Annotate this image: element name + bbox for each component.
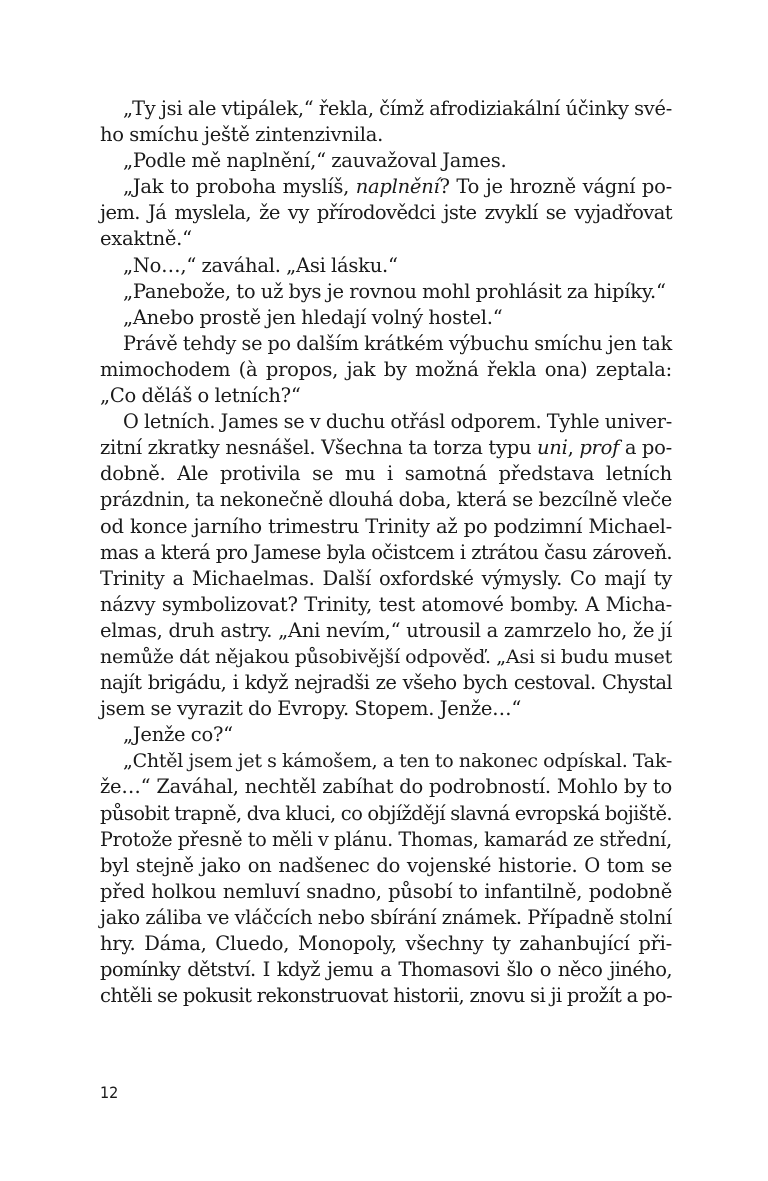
text-line: zitní zkratky nesnášel. Všechna ta torza typu uni, prof a po- <box>100 436 672 460</box>
text-line: působit trapně, dva kluci, co objíždějí slavná evropská bojiště. <box>100 801 672 825</box>
text-line: najít brigádu, i když nejradši ze všeho bych cestoval. Chystal <box>100 671 672 695</box>
text-line: „Jenže co?“ <box>123 723 233 747</box>
text-line: ho smíchu ještě zintenzivnila. <box>100 123 384 147</box>
text-line: „Chtěl jsem jet s kámošem, a ten to nakonec odpískal. Tak- <box>123 750 672 773</box>
page-number: 12 <box>100 1083 119 1102</box>
text-line: Právě tehdy se po dalším krátkém výbuchu smíchu jen tak <box>123 331 672 355</box>
text-line: elmas, druh astry. „Ani nevím,“ utrousil a zamrzelo ho, že jí <box>100 618 672 642</box>
text-line: názvy symbolizovat? Trinity, test atomové bomby. A Micha- <box>100 592 672 616</box>
text-line: „Co děláš o letních?“ <box>100 384 301 408</box>
text-line: „Panebože, to už bys je rovnou mohl prohlásit za hipíky.“ <box>123 279 666 303</box>
text-line: mas a která pro Jamese byla očistcem i ztrátou času zároveň. <box>100 540 672 564</box>
text-line: mimochodem (à propos, jak by možná řekla ona) zeptala: <box>100 357 672 381</box>
text-line: exaktně.“ <box>100 227 192 251</box>
text-line: od konce jarního trimestru Trinity až po podzimní Michael- <box>100 514 672 538</box>
text-line: pomínky dětství. I když jemu a Thomasovi šlo o něco jiného, <box>100 958 672 982</box>
text-line: „Podle mě naplnění,“ zauvažoval James. <box>123 149 507 173</box>
text-line: jem. Já myslela, že vy přírodovědci jste zvyklí se vyjadřovat <box>100 201 672 225</box>
text-line: dobně. Ale protivila se mu i samotná představa letních <box>100 462 672 486</box>
text-line: nemůže dát nějakou působivější odpověď. „Asi si budu muset <box>100 645 672 668</box>
text-line: „Anebo prostě jen hledají volný hostel.“ <box>123 305 503 329</box>
text-line: O letních. James se v duchu otřásl odporem. Tyhle univer- <box>123 410 672 434</box>
text-line: Trinity a Michaelmas. Další oxfordské výmysly. Co mají ty <box>100 566 672 590</box>
text-line: hry. Dáma, Cluedo, Monopoly, všechny ty zahanbující při- <box>100 932 672 955</box>
text-line: byl stejně jako on nadšenec do vojenské historie. O tom se <box>100 853 672 877</box>
text-line: že…“ Zaváhal, nechtěl zabíhat do podrobností. Mohlo by to <box>100 775 672 799</box>
text-line: jsem se vyrazit do Evropy. Stopem. Jenže…“ <box>100 697 522 721</box>
text-line: Protože přesně to měli v plánu. Thomas, kamarád ze střední, <box>100 827 672 851</box>
text-line: „Ty jsi ale vtipálek,“ řekla, čímž afrodiziakální účinky své- <box>123 97 672 120</box>
text-line: prázdnin, ta nekonečně dlouhá doba, která se bezcílně vleče <box>100 488 672 512</box>
text-line: před holkou nemluví snadno, působí to infantilně, podobně <box>100 879 672 903</box>
body-text <box>100 96 672 1009</box>
text-line: chtěli se pokusit rekonstruovat historii, znovu si ji prožít a po- <box>100 984 672 1008</box>
text-line: jako záliba ve vláčcích nebo sbírání známek. Případně stolní <box>100 905 672 929</box>
text-line: „Jak to proboha myslíš, naplnění? To je hrozně vágní po- <box>123 175 672 199</box>
text-line: „No…,“ zaváhal. „Asi lásku.“ <box>123 253 398 277</box>
